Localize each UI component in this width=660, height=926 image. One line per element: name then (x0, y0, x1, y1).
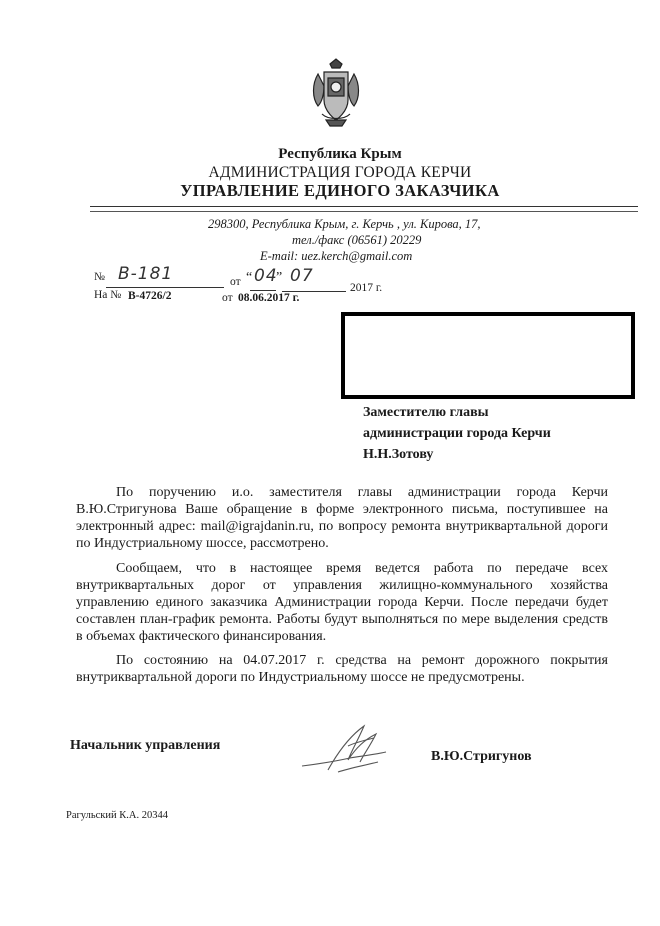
addressee-position: Заместителю главы (363, 405, 489, 420)
header-administration: АДМИНИСТРАЦИЯ ГОРОДА КЕРЧИ (208, 164, 472, 181)
letter-body (76, 484, 608, 552)
executor-info: Рагульский К.А. 20344 (66, 810, 168, 821)
header-divider (90, 206, 638, 207)
signatory-title: Начальник управления (70, 738, 221, 753)
addressee-organization: администрации города Керчи (363, 426, 551, 441)
letter-page: Республика Крым АДМИНИСТРАЦИЯ ГОРОДА КЕРЧИ УПРАВЛЕНИЕ ЕДИНОГО ЗАКАЗЧИКА 298300, Республика Крым, г. Керчь , ул. Кирова, 17, тел./факс (06561) 20229 E-mail: uez.kerch@gmail.com № В-181 от “ 04 ” 07 2017 г. На № В-4726/2 от 08.06.2017 г. Заместителю главы администрации города Керчи Н.Н.Зотову По поручению и.о. заместителя главы администрации города Керчи В.Ю.Стригунова Ваше обращение в форме электронного письма, поступившее на электронный адрес: mail@igrajdanin.ru, по вопросу ремонта внутриквартальной дороги по Индустриальному шоссе, рассмотрено. Сообщаем, что в настоящее время ведется работа по передаче всех внутриквартальных дорог от управления жилищно-коммунального хозяйства управлению единого заказчика Администрации города Керчи. После передачи будет составлен план-график ремонта. Работы будут выполняться по мере выделения средств в объемах фактического финансирования. По состоянию на 04.07.2017 г. средства на ремонт дорожного покрытия внутриквартальной дороги по Индустриальному шоссе не предусмотрены. Начальник управления В.Ю.Стригунов Рагульский К.А. 20344 (0, 0, 660, 926)
addressee-block (363, 402, 551, 465)
outgoing-number-underline (106, 287, 224, 288)
outgoing-number-label: № (94, 271, 105, 283)
header-divider-thin (90, 211, 638, 212)
phone-fax-line: тел./факс (06561) 20229 (292, 233, 422, 247)
header-department: УПРАВЛЕНИЕ ЕДИНОГО ЗАКАЗЧИКА (180, 181, 500, 200)
body-paragraph-3: По состоянию на 04.07.2017 г. средства на ремонт дорожного покрытия внутриквартальной дороги по Индустриальному шоссе не предусмотрены. (76, 653, 608, 685)
outgoing-number-value: В-181 (118, 264, 174, 284)
incoming-number-label: На № (94, 289, 122, 301)
incoming-date-value: 08.06.2017 г. (238, 292, 300, 304)
outgoing-date-day: 04 (254, 266, 278, 286)
email-line: E-mail: uez.kerch@gmail.com (260, 249, 413, 263)
addressee-name: Н.Н.Зотову (363, 447, 434, 462)
incoming-number-value: В-4726/2 (128, 290, 172, 302)
outgoing-date-label: от (230, 276, 241, 288)
body-paragraph-2: Сообщаем, что в настоящее время ведется работа по передаче всех внутриквартальных дорог от управления жилищно-коммунального хозяйства управлению единого заказчика Администрации города Керчи. После передачи будет составлен план-график ремонта. Работы будут выполняться по мере выделения средств в объемах фактического финансирования. (76, 561, 608, 644)
coat-of-arms-icon (308, 58, 364, 128)
body-paragraph-1: По поручению и.о. заместителя главы администрации города Керчи В.Ю.Стригунова Ваше обращение в форме электронного письма, поступившее на электронный адрес: mail@igrajdanin.ru, по вопросу ремонта внутриквартальной дороги по Индустриальному шоссе, рассмотрено. (76, 485, 608, 551)
redacted-block (341, 312, 635, 399)
address-line: 298300, Республика Крым, г. Керчь , ул. Кирова, 17, (208, 217, 481, 231)
outgoing-date-year: 2017 г. (350, 282, 383, 294)
incoming-date-label: от (222, 292, 233, 304)
outgoing-date-month: 07 (290, 266, 314, 286)
handwritten-signature (298, 722, 398, 778)
header-republic: Республика Крым (278, 146, 402, 162)
signatory-name: В.Ю.Стригунов (431, 749, 532, 764)
